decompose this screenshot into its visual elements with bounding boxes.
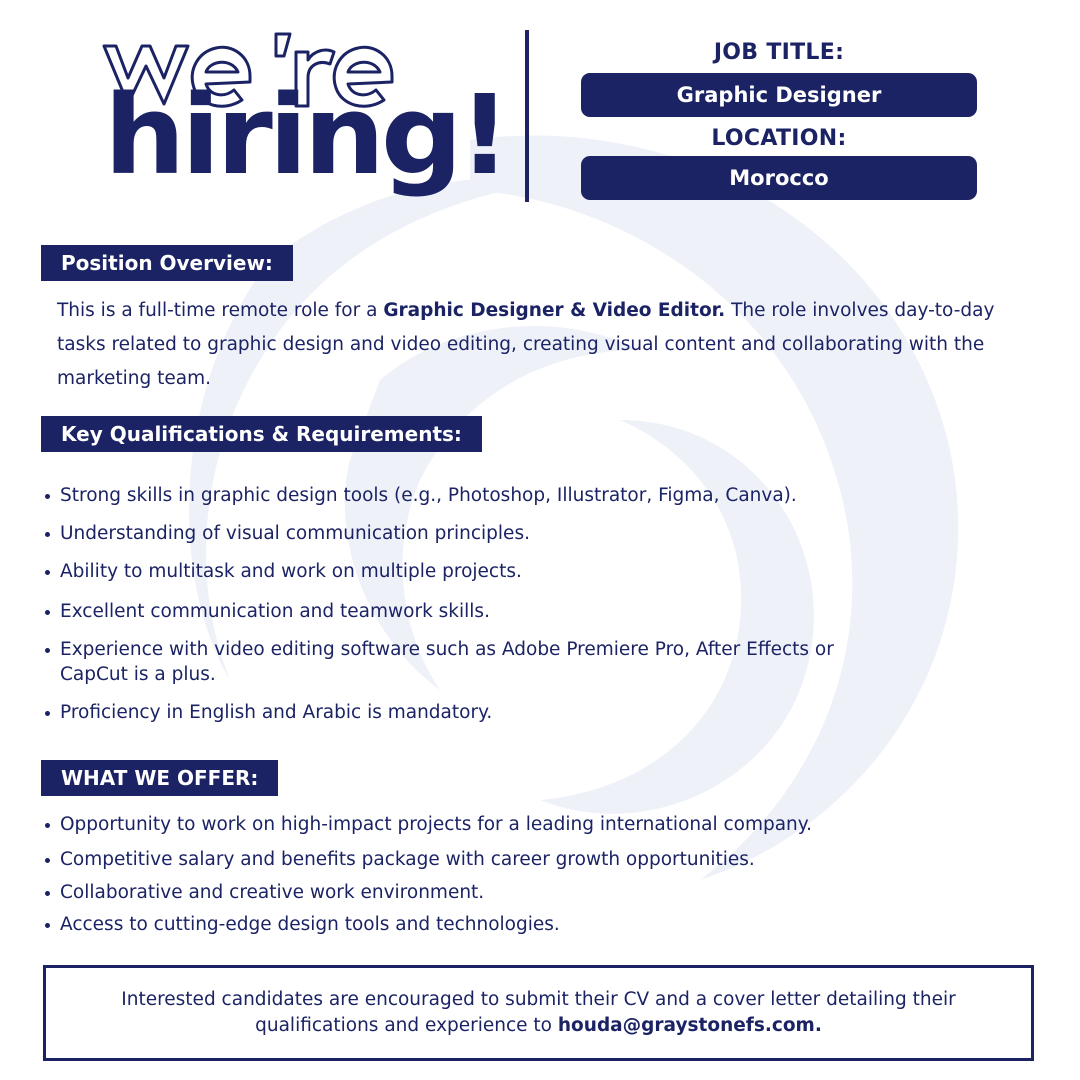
list-item: Strong skills in graphic design tools (e.g., Photoshop, Illustrator, Figma, Canva). <box>42 483 942 508</box>
list-item: Proficiency in English and Arabic is mandatory. <box>42 700 942 725</box>
offer-list <box>42 812 942 937</box>
position-overview-heading: Position Overview: <box>41 245 293 281</box>
list-item: Opportunity to work on high-impact projects for a leading international company. <box>42 812 942 837</box>
overview-text-before: This is a full-time remote role for a <box>57 300 384 321</box>
contact-email[interactable]: houda@graystonefs.com. <box>557 1015 822 1036</box>
location-value: Morocco <box>729 166 829 190</box>
job-title-pill <box>581 73 977 117</box>
qualifications-list <box>42 483 942 725</box>
overview-text-after: The role involves day-to-day tasks related to graphic design and video editing, creating visual content and collaborating with the marketing team. <box>57 300 995 389</box>
location-pill <box>581 156 977 200</box>
cta-text: Interested candidates are encouraged to submit their CV and a cover letter detailing their qualifications and experience to <box>121 989 956 1036</box>
overview-role-bold: Graphic Designer & Video Editor. <box>383 300 726 321</box>
list-item: Collaborative and creative work environment. <box>42 880 942 905</box>
hiring-headline: hiring! <box>104 71 507 199</box>
list-item: Ability to multitask and work on multiple projects. <box>42 559 942 584</box>
job-title-label: JOB TITLE: <box>713 40 845 65</box>
qualifications-heading: Key Qualifications & Requirements: <box>41 416 482 452</box>
list-item: Experience with video editing software such as Adobe Premiere Pro, After Effects or CapCut is a plus. <box>42 637 900 687</box>
job-title-value: Graphic Designer <box>676 83 882 107</box>
list-item: Competitive salary and benefits package with career growth opportunities. <box>42 847 942 872</box>
what-we-offer-heading: WHAT WE OFFER: <box>41 760 278 796</box>
list-item: Excellent communication and teamwork skills. <box>42 599 942 624</box>
application-instructions-box <box>43 965 1034 1061</box>
application-instructions-text <box>106 987 971 1039</box>
list-item: Access to cutting-edge design tools and technologies. <box>42 912 942 937</box>
location-label: LOCATION: <box>711 126 847 151</box>
list-item: Understanding of visual communication principles. <box>42 521 942 546</box>
position-overview-text <box>57 294 1027 396</box>
header-divider <box>525 30 529 202</box>
